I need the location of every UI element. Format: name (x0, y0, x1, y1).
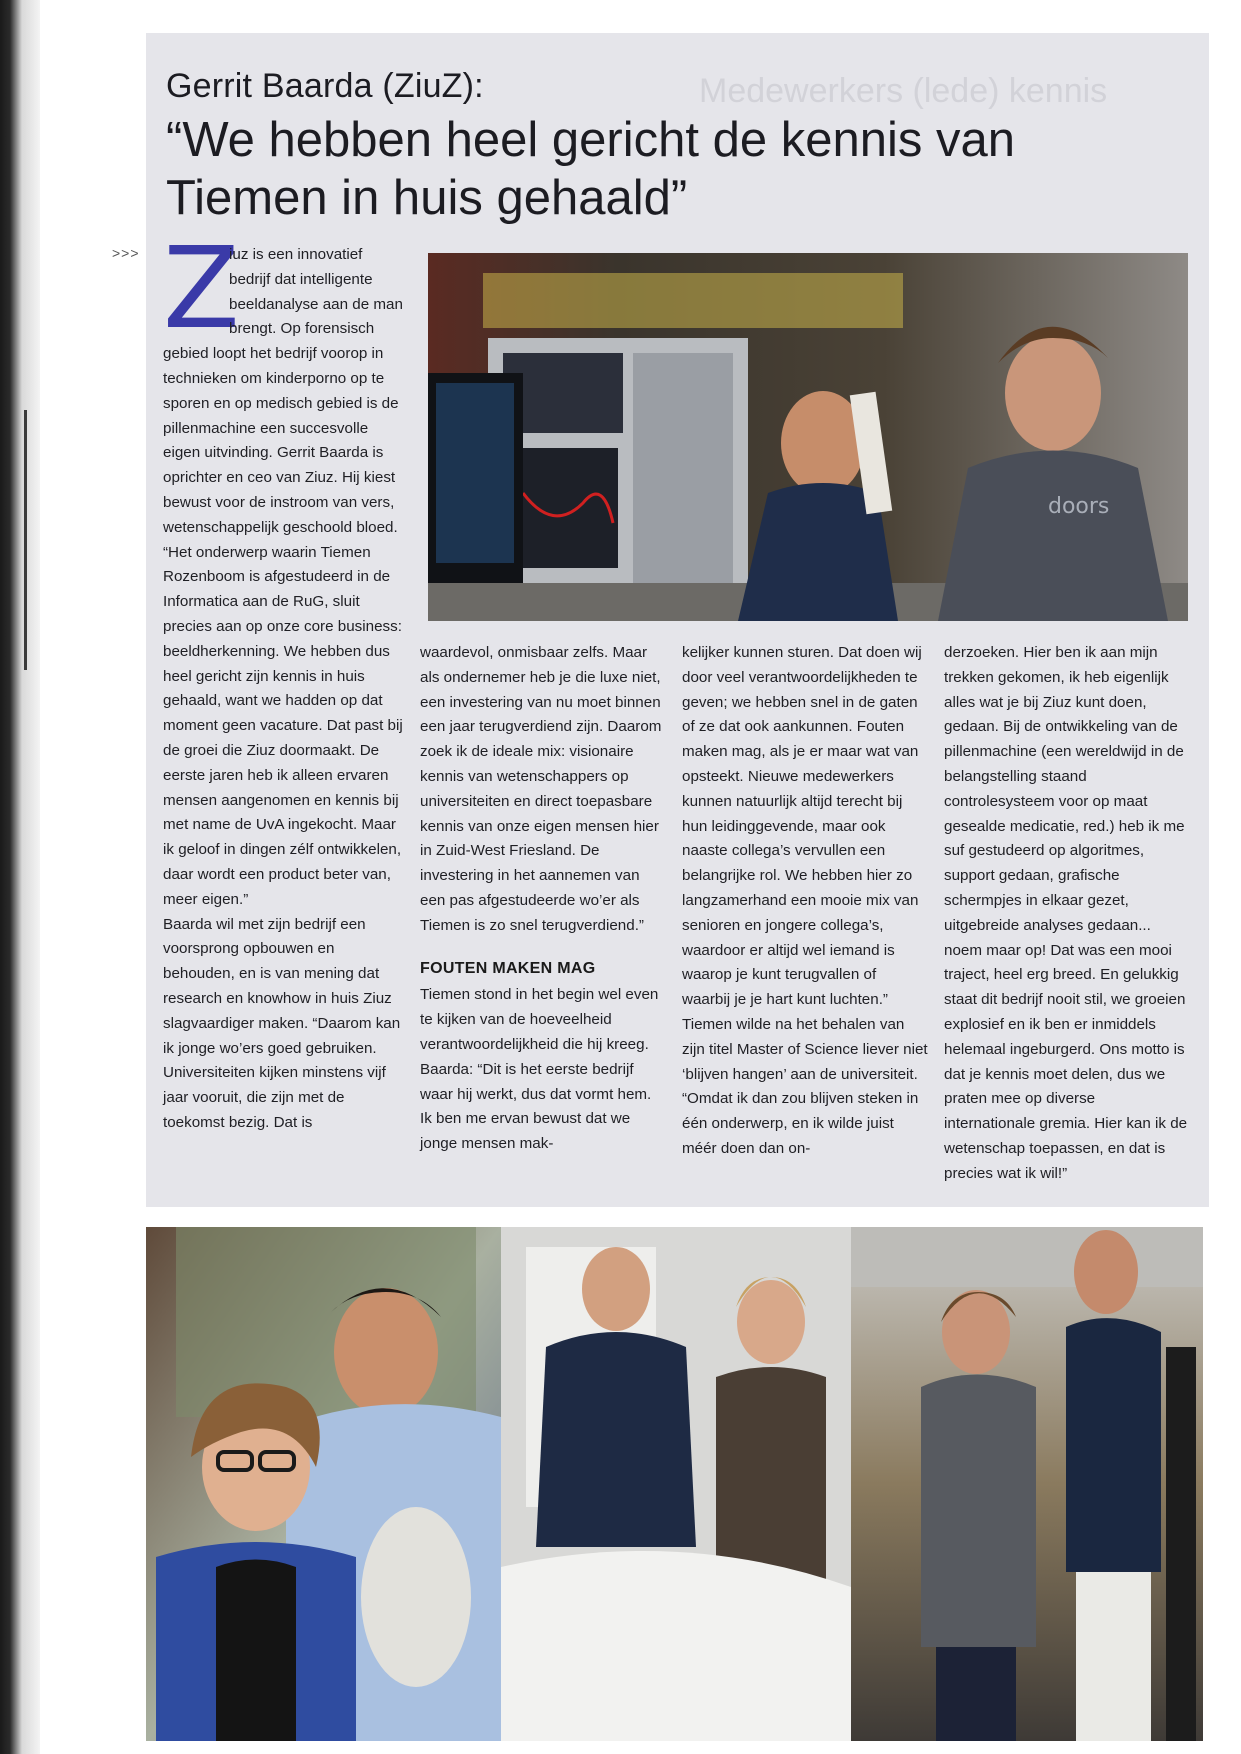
paragraph-master: Tiemen wilde na het behalen van zijn titel Master of Science liever niet ‘blijven hangen’ aan de universiteit. “Omdat ik dan zou blijven steken in één onderwerp, en ik wilde juist méér doen dan on- (682, 1015, 928, 1157)
paragraph-baarda: Baarda wil met zijn bedrijf een voorsprong opbouwen en behouden, en is van mening dat research en knowhow in huis Ziuz slagvaardiger maken. “Daarom kan ik jonge wo’ers goed gebruiken. Universiteiten kijken minstens vijf jaar vooruit, die zijn met de toekomst bezig. Dat is (163, 915, 401, 1131)
page-binding-edge (0, 0, 40, 1754)
article-column-2 (420, 641, 666, 1157)
paragraph-tiemen-start: Tiemen stond in het begin wel even te kijken van de hoeveelheid verantwoordelijkheid die hij kreeg. Baarda: “Dit is het eerste bedrijf waar hij werkt, dus dat vormt hem. Ik ben me ervan bewust dat we jonge mensen mak- (420, 986, 659, 1153)
continuation-marker: >>> (112, 245, 140, 261)
paragraph-responsibility: kelijker kunnen sturen. Dat doen wij door veel verantwoordelijkheden te geven; we hebben snel in de gaten of ze dat ook aankunnen. Fouten maken mag, als je er maar wat van opsteekt. Nieuwe medewerkers kunnen natuurlijk altijd terecht bij hun leidinggevende, maar ook naaste collega’s vervullen een belangrijke rol. We hebben hier zo langzamerhand een mooie mix van senioren en jongere collega’s, waardoor er altijd wel iemand is waarop je kunt terugvallen of waarbij je je hart kunt luchten.” (682, 644, 922, 1009)
photo-team-collage (146, 1227, 1203, 1741)
article-column-3 (682, 641, 928, 1162)
shirt-text: doors (1048, 494, 1110, 519)
article-kicker: Gerrit Baarda (ZiuZ): (166, 67, 484, 105)
binding-mark (24, 410, 27, 670)
article-column-1 (163, 224, 405, 1136)
paragraph-investment: waardevol, onmisbaar zelfs. Maar als ondernemer heb je die luxe niet, een investering van nu moet binnen een jaar terugverdiend zijn. Daarom zoek ik de ideale mix: visionaire kennis van wetenschappers op universiteiten en direct toepasbare kennis van onze eigen mensen hier in Zuid-West Friesland. De investering in het aannemen van een pas afgestudeerde wo’er als Tiemen is zo snel terugverdiend.” (420, 644, 662, 934)
paragraph-research: derzoeken. Hier ben ik aan mijn trekken gekomen, ik heb eigenlijk alles wat je bij Ziuz kunt doen, gedaan. Bij de ontwikkeling van de pillenmachine (een wereldwijd in de belangstelling staand controlesysteem voor op maat gesealde medicatie, red.) heb ik me suf gestudeerd op algoritmes, support gedaan, grafische schermpjes in elkaar gezet, uitgebreide analyses gedaan... noem maar op! Dat was een mooi traject, heel erg breed. En gelukkig staat dit bedrijf nooit stil, we groeien explosief en ik ben er inmiddels helemaal ingeburgerd. Ons motto is dat je kennis moet delen, dus we praten mee op diverse internationale gremia. Hier kan ik de wetenschap toepassen, en dat is precies wat ik wil!” (944, 644, 1188, 1182)
subheading: FOUTEN MAKEN MAG (420, 959, 596, 977)
paragraph-intro: iuz is een innovatief bedrijf dat intelligente beeldanalyse aan de man brengt. Op forensisch gebied loopt het bedrijf voorop in technieken om kinderporno op te sporen en op medisch gebied is de pillenmachine een succesvolle eigen uitvinding. Gerrit Baarda is oprichter en ceo van Ziuz. Hij kiest bewust voor de instroom van vers, wetenschappelijk geschoold bloed. “Het onderwerp waarin Tiemen Rozenboom is afgestudeerd in de Informatica aan de RuG, sluit precies aan op onze core business: beeldherkenning. We hebben dus heel gericht zijn kennis in huis gehaald, want we hadden op dat moment geen vacature. Dat past bij de groei die Ziuz doormaakt. De eerste jaren heb ik alleen ervaren mensen aangenomen en kennis bij met name de UvA ingekocht. Maar ik geloof in dingen zélf ontwikkelen, daar wordt een product beter van, meer eigen.” (163, 246, 403, 908)
article-column-4 (944, 641, 1190, 1187)
photo-two-men-computer (428, 253, 1188, 621)
article-headline: “We hebben heel gericht de kennis van Tiemen in huis gehaald” (166, 113, 1015, 225)
drop-cap: Z (163, 224, 240, 354)
bleed-through-text: Medewerkers (lede) kennis (699, 73, 1108, 110)
